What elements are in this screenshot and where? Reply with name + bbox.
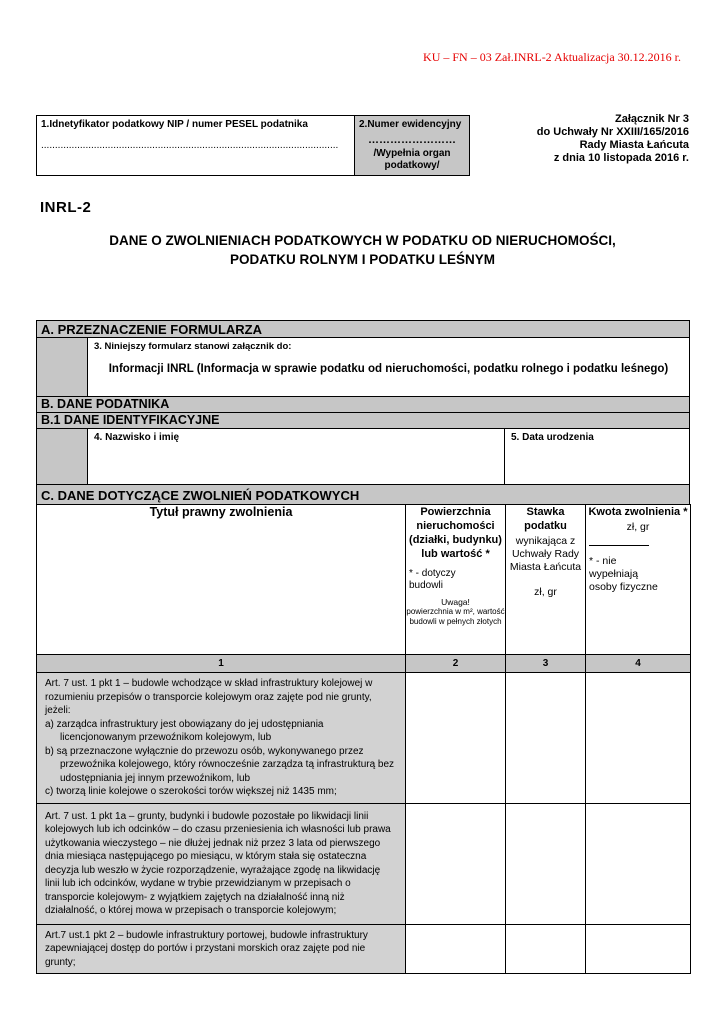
area-header-text: Powierzchnia nieruchomości (działki, budynku) lub wartość * — [409, 506, 502, 560]
exemption-row-1-item-c: c) tworzą linie kolejowe o szerokości torów większej niż 1435 mm; — [45, 786, 337, 797]
divider-line — [589, 545, 649, 546]
exemption-row-1-item-b: b) są przeznaczone wyłącznie do przewozu osób, wykonywanego przez przewoźnika kolejowego, który równocześnie zarządza tą infrastrukturą bez udostępniania jej innym przewoźnikom, lub — [45, 745, 395, 784]
doc-reference: KU – FN – 03 Zał.INRL-2 Aktualizacja 30.12.2016 r. — [423, 50, 681, 64]
field-3-label: 3. Niniejszy formularz stanowi załącznik do: — [94, 341, 292, 352]
row-2-amount-value-cell — [586, 803, 691, 924]
row-2-rate-value-cell — [506, 803, 586, 924]
section-a-body — [36, 337, 690, 397]
attachment-line-1: Załącznik Nr 3 — [615, 113, 689, 125]
field-3-value: Informacji INRL (Informacja w sprawie podatku od nieruchomości, podatku rolnego i podatku leśnego) — [108, 363, 669, 375]
form-code: INRL-2 — [40, 199, 92, 216]
evidence-fill-line: …………………… — [368, 134, 456, 146]
exemption-row-1-item-a: a) zarządca infrastruktury jest obowiązany do jej udostępniania licencjonowanym przewoźnikom kolejowym, lub — [45, 718, 324, 743]
section-a-stub — [36, 337, 88, 397]
taxpayer-id-table — [36, 115, 470, 176]
attachment-line-4: z dnia 10 listopada 2016 r. — [553, 152, 689, 164]
form-body — [36, 320, 690, 974]
area-warning-title: Uwaga! — [441, 597, 470, 607]
section-b-header: B. DANE PODATNIKA — [36, 396, 690, 413]
section-b-body — [36, 428, 690, 485]
exemption-row-1-title — [37, 673, 406, 804]
evidence-number-label: 2.Numer ewidencyjny — [359, 119, 462, 130]
exemption-row-1 — [37, 673, 691, 804]
area-warning-body: powierzchnia w m², wartość budowli w pełnych złotych — [406, 607, 505, 626]
exemption-row-3 — [37, 924, 691, 974]
rate-header-sub: wynikająca z Uchwały Rady Miasta Łańcuta — [509, 535, 582, 573]
amount-header-text: Kwota zwolnienia * — [588, 506, 688, 518]
exemptions-table — [36, 504, 691, 974]
nip-pesel-label: 1.Idnetyfikator podatkowy NIP / numer PESEL podatnika — [41, 119, 308, 130]
attachment-reference — [537, 113, 689, 165]
column-number-1: 1 — [37, 655, 406, 673]
field-3-cell — [87, 337, 690, 397]
section-b1-header: B.1 DANE IDENTYFIKACYJNE — [36, 412, 690, 429]
row-2-area-value-cell — [406, 803, 506, 924]
area-header-note: * - dotyczy budowli — [409, 568, 456, 591]
row-1-amount-value-cell — [586, 673, 691, 804]
exemption-row-2-intro: Art. 7 ust. 1 pkt 1a – grunty, budynki i budowle pozostałe po likwidacji linii kolejowych lub ich odcinków – do czasu przeniesienia ich własności lub prawa użytkowania wieczystego – nie dłużej jednak niż przez 3 lata od pierwszego dnia miesiąca następującego po miesiącu, w którym stała się ostateczna decyzja lub weszło w życie rozporządzenie, wyrażające zgodę na likwidację linii lub ich odcinków, wydane w trybie przewidzianym w przepisach o transporcie kolejowym- z wyjątkiem zajętych na działalność inną niż działalność, o której mowa w przepisach o transporcie kolejowym; — [45, 810, 391, 916]
section-c-header: C. DANE DOTYCZĄCE ZWOLNIEŃ PODATKOWYCH — [36, 484, 690, 505]
rate-header-text: Stawka podatku — [524, 506, 567, 532]
column-number-2: 2 — [406, 655, 506, 673]
section-b-stub — [36, 428, 88, 485]
nip-fill-line: ........................................................................................................... — [41, 140, 339, 151]
evidence-number-cell — [355, 115, 470, 176]
field-5-label: 5. Data urodzenia — [511, 432, 594, 443]
amount-header-unit: zł, gr — [626, 521, 650, 533]
section-a-header: A. PRZEZNACZENIE FORMULARZA — [36, 320, 690, 338]
row-3-rate-value-cell — [506, 924, 586, 974]
row-1-area-value-cell — [406, 673, 506, 804]
table-header-row — [37, 505, 691, 655]
form-title-line1: DANE O ZWOLNIENIACH PODATKOWYCH W PODATKU OD NIERUCHOMOŚCI, — [109, 233, 616, 248]
attachment-line-3: Rady Miasta Łańcuta — [579, 139, 689, 151]
amount-header-note: * - nie wypełniają osoby fizyczne — [589, 555, 658, 593]
row-1-rate-value-cell — [506, 673, 586, 804]
exemption-row-2-title — [37, 803, 406, 924]
nip-pesel-cell — [36, 115, 355, 176]
field-5-cell — [504, 428, 690, 485]
exemption-row-3-intro: Art.7 ust.1 pkt 2 – budowle infrastruktury portowej, budowle infrastruktury zapewniającej dostęp do portów i przystani morskich oraz zajęte pod nie grunty; — [45, 929, 368, 968]
column-header-amount — [586, 505, 691, 655]
area-header-warning — [406, 597, 505, 627]
form-title — [0, 231, 725, 269]
form-title-line2: PODATKU ROLNYM I PODATKU LEŚNYM — [230, 252, 495, 267]
row-3-amount-value-cell — [586, 924, 691, 974]
field-4-label: 4. Nazwisko i imię — [94, 432, 180, 443]
field-4-cell — [87, 428, 505, 485]
attachment-line-2: do Uchwały Nr XXIII/165/2016 — [536, 126, 689, 138]
tax-authority-note: /Wypełnia organ podatkowy/ — [373, 148, 451, 171]
column-number-3: 3 — [506, 655, 586, 673]
exemption-row-1-intro: Art. 7 ust. 1 pkt 1 – budowle wchodzące w skład infrastruktury kolejowej w rozumieniu przepisów o transporcie kolejowym oraz zajęte pod nie grunty, jeżeli: — [45, 678, 373, 716]
row-3-area-value-cell — [406, 924, 506, 974]
column-number-row — [37, 655, 691, 673]
column-header-rate — [506, 505, 586, 655]
column-header-legal-title: Tytuł prawny zwolnienia — [37, 505, 406, 655]
column-number-4: 4 — [586, 655, 691, 673]
rate-header-unit: zł, gr — [534, 586, 557, 598]
exemption-row-2 — [37, 803, 691, 924]
exemption-row-3-title — [37, 924, 406, 974]
column-header-area — [406, 505, 506, 655]
